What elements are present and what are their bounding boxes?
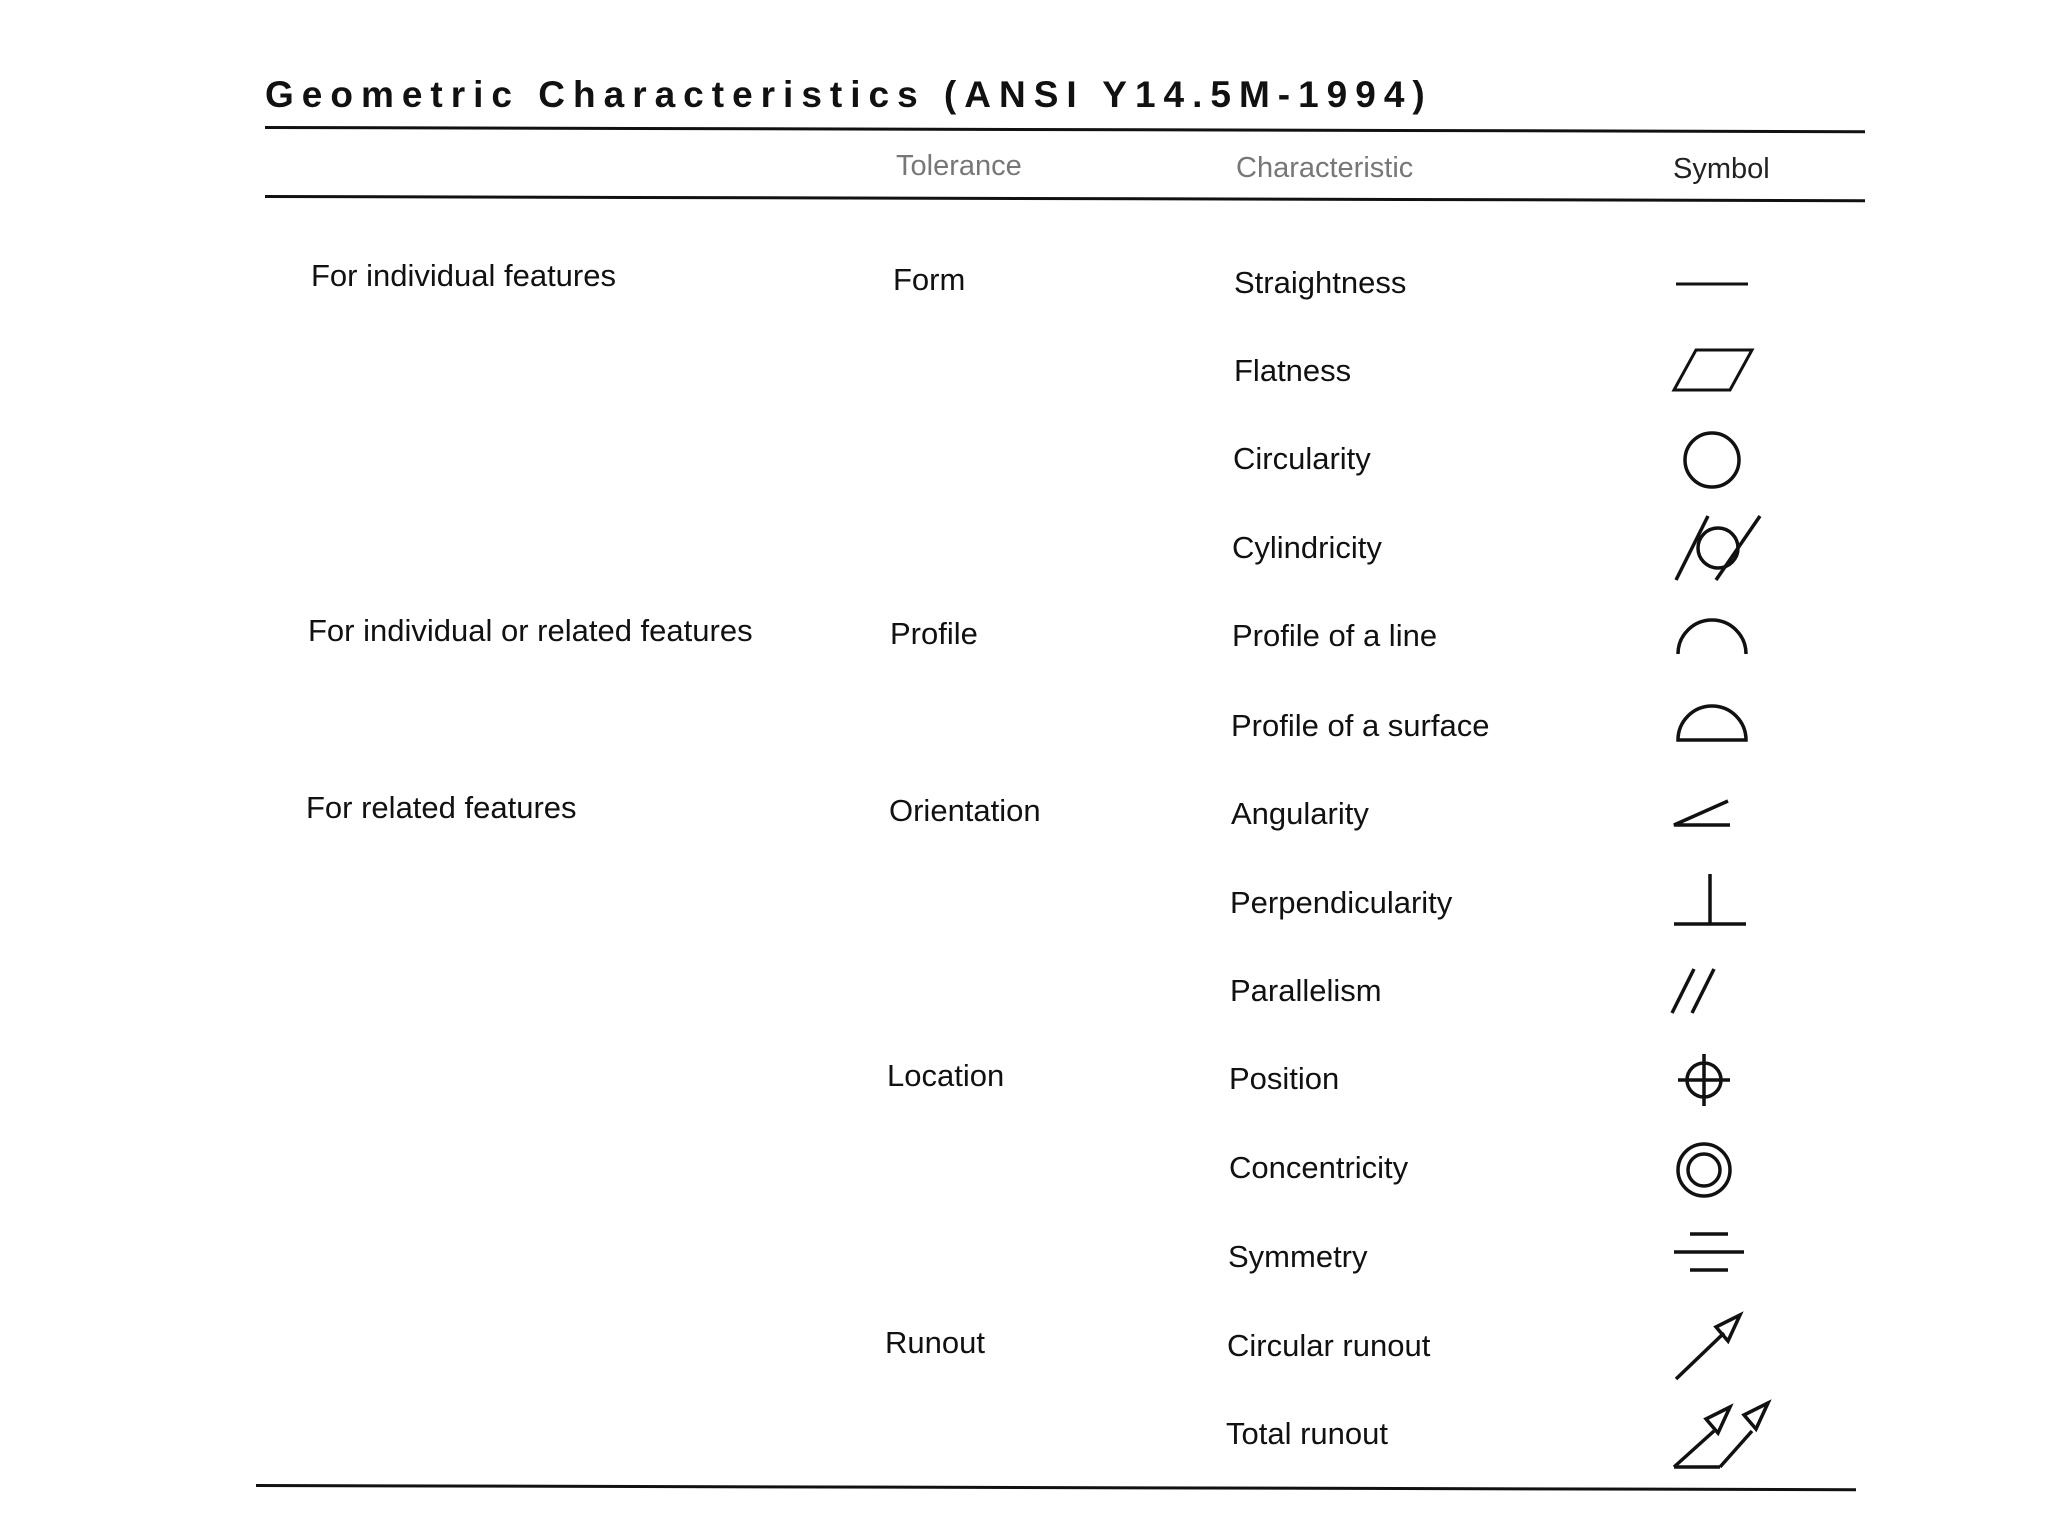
circularity-icon (1680, 428, 1744, 492)
tolerance-profile: Profile (890, 616, 978, 651)
tolerance-location: Location (887, 1058, 1005, 1093)
characteristic-position: Position (1229, 1061, 1340, 1096)
profile-surface-icon (1670, 698, 1754, 748)
parallelism-icon (1668, 965, 1728, 1017)
header-characteristic: Characteristic (1236, 152, 1414, 184)
symmetry-icon (1670, 1226, 1750, 1282)
characteristic-circular-runout: Circular runout (1227, 1328, 1431, 1363)
characteristic-profile-surface: Profile of a surface (1231, 708, 1490, 743)
table-title: Geometric Characteristics (ANSI Y14.5M-1994) (265, 74, 1433, 115)
group-individual-or-related: For individual or related features (308, 613, 753, 648)
characteristic-straightness: Straightness (1234, 265, 1407, 300)
characteristic-flatness: Flatness (1234, 353, 1352, 388)
group-individual: For individual features (311, 258, 616, 293)
angularity-icon (1668, 795, 1738, 835)
tolerance-orientation: Orientation (889, 793, 1041, 828)
characteristic-cylindricity: Cylindricity (1232, 530, 1382, 565)
bottom-rule (256, 1484, 1856, 1491)
characteristic-profile-line: Profile of a line (1232, 618, 1438, 653)
characteristic-circularity: Circularity (1233, 441, 1371, 476)
characteristic-total-runout: Total runout (1226, 1416, 1388, 1451)
position-icon (1672, 1048, 1736, 1112)
header-rule (265, 195, 1865, 202)
characteristic-symmetry: Symmetry (1228, 1239, 1368, 1274)
characteristic-parallelism: Parallelism (1230, 973, 1382, 1008)
group-related: For related features (306, 790, 577, 825)
characteristic-angularity: Angularity (1231, 796, 1369, 831)
tolerance-form: Form (893, 262, 966, 297)
tolerance-runout: Runout (885, 1325, 985, 1360)
perpendicularity-icon (1670, 870, 1750, 930)
header-tolerance: Tolerance (896, 150, 1022, 182)
characteristic-perpendicularity: Perpendicularity (1230, 885, 1453, 920)
cylindricity-icon (1670, 510, 1766, 586)
circular-runout-icon (1670, 1305, 1750, 1385)
concentricity-icon (1672, 1138, 1736, 1202)
straightness-icon (1674, 268, 1754, 298)
total-runout-icon (1668, 1393, 1778, 1473)
characteristic-concentricity: Concentricity (1229, 1150, 1409, 1185)
profile-line-icon (1670, 610, 1754, 660)
top-rule (265, 126, 1865, 133)
header-symbol: Symbol (1673, 153, 1770, 185)
flatness-icon (1670, 346, 1760, 396)
